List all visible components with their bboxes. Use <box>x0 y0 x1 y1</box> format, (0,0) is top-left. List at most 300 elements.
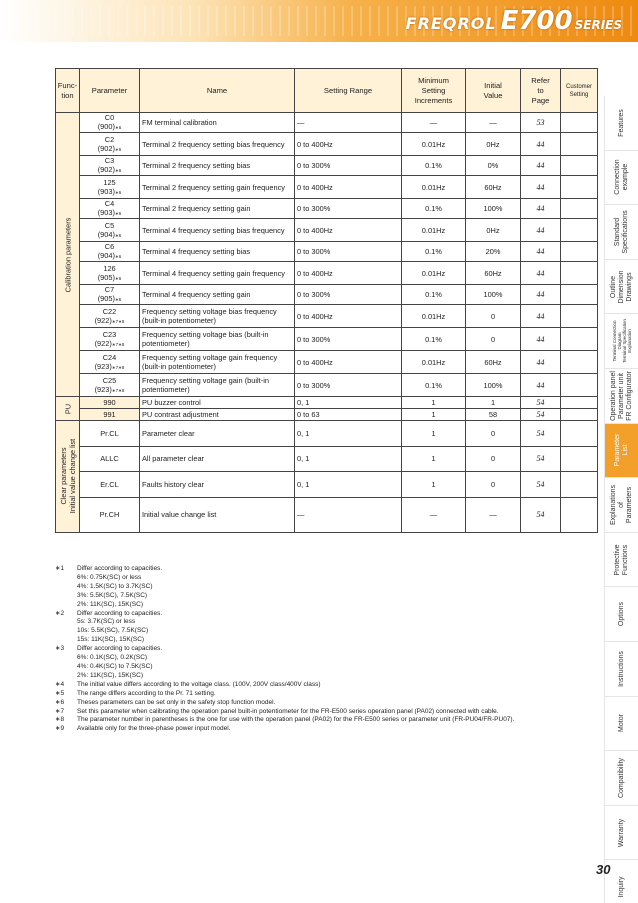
table-row <box>56 351 598 374</box>
col-header-setting-range: Setting Range <box>295 69 402 113</box>
footnote-line: 2%: 11K(SC), 15K(SC) <box>77 671 143 679</box>
initial-value: 100% <box>466 374 521 397</box>
min-increment: 0.01Hz <box>402 176 466 199</box>
setting-range: 0 to 300% <box>295 374 402 397</box>
param-name: All parameter clear <box>140 446 295 472</box>
param-code: (903) <box>97 186 115 196</box>
param-name: Frequency setting voltage bias (built-in potentiometer) <box>140 328 295 351</box>
sidebar-tab-label: Connection example <box>613 159 629 196</box>
group-label: PU <box>63 403 72 414</box>
min-increment: 0.1% <box>402 328 466 351</box>
param-name: Faults history clear <box>140 472 295 498</box>
initial-value: 100% <box>466 285 521 305</box>
table-row <box>56 421 598 447</box>
param-number <box>80 305 140 328</box>
param-note-mark: ∗6 <box>114 211 122 216</box>
param-id: 126 <box>103 263 116 273</box>
table-body <box>56 113 598 533</box>
sidebar-tab[interactable] <box>604 205 638 260</box>
param-id: C6 <box>104 242 115 251</box>
initial-value: 0Hz <box>466 219 521 242</box>
min-increment: 1 <box>402 446 466 472</box>
param-id: C0 <box>104 113 115 122</box>
param-id: 991 <box>103 410 116 419</box>
refer-page: 44 <box>521 328 561 351</box>
footnote-body <box>77 645 162 681</box>
param-number <box>80 285 140 305</box>
setting-range: 0 to 300% <box>295 199 402 219</box>
param-note-mark: ∗7∗8 <box>111 318 125 324</box>
param-id: ALLC <box>100 454 119 464</box>
footnote-body <box>77 565 162 610</box>
footnote-mark: ∗5 <box>55 689 65 697</box>
param-name: Frequency setting voltage bias frequency (built-in potentiometer) <box>140 305 295 328</box>
param-note-mark: ∗6 <box>114 189 122 195</box>
table-header-row <box>56 69 598 113</box>
footnote-body <box>77 716 514 725</box>
table-row <box>56 409 598 421</box>
sidebar-tab-label: Operation panel Parameter unit FR Configurator <box>609 370 633 421</box>
setting-range: 0 to 300% <box>295 285 402 305</box>
customer-setting[interactable] <box>561 133 598 156</box>
initial-value: — <box>466 497 521 532</box>
table-row <box>56 374 598 397</box>
sidebar-tab-label: Standard Specifications <box>613 210 629 254</box>
footnote-line: 4%: 1.5K(SC) to 3.7K(SC) <box>77 582 153 590</box>
setting-range: 0 to 300% <box>295 156 402 176</box>
param-name: Terminal 2 frequency setting bias <box>140 156 295 176</box>
min-increment: 0.01Hz <box>402 305 466 328</box>
footnote-body <box>77 699 275 708</box>
footnote-line: 10s: 5.5K(SC), 7.5K(SC) <box>77 627 149 635</box>
param-number <box>80 176 140 199</box>
param-id: Pr.CL <box>100 428 119 438</box>
setting-range: 0 to 400Hz <box>295 176 402 199</box>
footnote-mark: ∗1 <box>55 565 65 572</box>
initial-value: 0 <box>466 446 521 472</box>
param-number <box>80 409 140 421</box>
param-name: Terminal 2 frequency setting gain frequency <box>140 176 295 199</box>
param-id: C24 <box>102 352 117 362</box>
customer-setting[interactable] <box>561 262 598 285</box>
table-row <box>56 262 598 285</box>
sidebar-tab[interactable] <box>604 314 638 369</box>
footnote <box>55 690 597 699</box>
param-name: Terminal 2 frequency setting gain <box>140 199 295 219</box>
initial-value: 60Hz <box>466 262 521 285</box>
customer-setting[interactable] <box>561 156 598 176</box>
group-calibration-parameters <box>56 113 80 397</box>
setting-range: 0 to 400Hz <box>295 305 402 328</box>
refer-page: 44 <box>521 351 561 374</box>
sidebar-tab[interactable] <box>604 806 638 861</box>
initial-value: 0% <box>466 156 521 176</box>
product-logo <box>406 6 622 36</box>
footnote <box>55 681 597 690</box>
param-code-line <box>80 144 139 154</box>
param-number <box>80 219 140 242</box>
param-name: Frequency setting voltage gain frequency (built-in potentiometer) <box>140 351 295 374</box>
setting-range: 0 to 400Hz <box>295 133 402 156</box>
customer-setting[interactable] <box>561 242 598 262</box>
sidebar-tab-label: Compatibility <box>617 757 625 798</box>
refer-page: 54 <box>521 472 561 498</box>
customer-setting[interactable] <box>561 409 598 421</box>
min-increment: 1 <box>402 397 466 409</box>
group-label-initial-change: Initial value change list <box>67 439 77 514</box>
footnote-mark: ∗9 <box>55 725 65 733</box>
param-name: Terminal 4 frequency setting bias frequency <box>140 219 295 242</box>
customer-setting[interactable] <box>561 113 598 133</box>
customer-setting[interactable] <box>561 446 598 472</box>
setting-range: 0, 1 <box>295 446 402 472</box>
footnote-line: The initial value differs according to the voltage class. (100V, 200V class/400V class) <box>77 680 321 688</box>
parameter-table <box>55 68 598 533</box>
footnote-line: 6%: 0.75K(SC) or less <box>77 573 142 581</box>
footnote <box>55 716 597 725</box>
page-number: 30 <box>596 862 611 877</box>
table-row <box>56 156 598 176</box>
group-label-clear: Clear parameters <box>58 447 68 505</box>
refer-page: 44 <box>521 285 561 305</box>
param-note-mark: ∗7∗8 <box>111 341 125 347</box>
param-code: (902) <box>97 143 115 153</box>
param-id: Er.CL <box>100 479 119 489</box>
param-id: C22 <box>102 306 117 316</box>
footnote-body <box>77 708 499 717</box>
footnote-line: Differ according to capacities. <box>77 645 163 653</box>
table-row <box>56 176 598 199</box>
footnote <box>55 565 597 610</box>
param-name: Parameter clear <box>140 421 295 447</box>
table-row <box>56 133 598 156</box>
initial-value: 1 <box>466 397 521 409</box>
footnote <box>55 708 597 717</box>
param-number <box>80 446 140 472</box>
sidebar-tab-label: Instructions <box>617 650 625 687</box>
refer-page: 44 <box>521 176 561 199</box>
refer-page: 44 <box>521 374 561 397</box>
footnote-mark: ∗8 <box>55 716 65 724</box>
footnote-line: 3%: 5.5K(SC), 7.5K(SC) <box>77 591 148 599</box>
param-code-line <box>80 187 139 197</box>
initial-value: 0 <box>466 472 521 498</box>
param-code: (922) <box>94 338 112 348</box>
initial-value: 60Hz <box>466 351 521 374</box>
param-name: Terminal 4 frequency setting gain <box>140 285 295 305</box>
sidebar-tab[interactable] <box>604 642 638 697</box>
param-number <box>80 497 140 532</box>
param-number <box>80 262 140 285</box>
param-note-mark: ∗7∗8 <box>111 364 125 370</box>
param-number <box>80 397 140 409</box>
sidebar-tab-label: Parameter List <box>613 434 629 467</box>
param-note-mark: ∗6 <box>114 254 122 259</box>
param-id: C7 <box>104 285 115 294</box>
sidebar-tab[interactable] <box>604 533 638 588</box>
setting-range: 0 to 63 <box>295 409 402 421</box>
param-id: C23 <box>102 329 117 339</box>
param-id: C5 <box>104 220 115 230</box>
param-code-line <box>80 122 139 132</box>
min-increment: 0.1% <box>402 156 466 176</box>
sidebar-tab[interactable] <box>604 478 638 533</box>
param-name: Frequency setting voltage gain (built-in potentiometer) <box>140 374 295 397</box>
param-note-mark: ∗7∗8 <box>111 387 125 393</box>
setting-range: 0 to 300% <box>295 328 402 351</box>
refer-page: 54 <box>521 497 561 532</box>
footnote <box>55 645 597 681</box>
param-name: FM terminal calibration <box>140 113 295 133</box>
logo-series: SERIES <box>574 18 622 32</box>
initial-value: 0 <box>466 328 521 351</box>
refer-page: 53 <box>521 113 561 133</box>
param-number <box>80 374 140 397</box>
footnote-line: Differ according to capacities. <box>77 565 163 572</box>
customer-setting[interactable] <box>561 374 598 397</box>
param-id: C25 <box>102 375 117 385</box>
col-header-initial-value: Initial Value <box>466 69 521 113</box>
min-increment: 0.01Hz <box>402 351 466 374</box>
initial-value: 20% <box>466 242 521 262</box>
param-name: Initial value change list <box>140 497 295 532</box>
min-increment: 0.01Hz <box>402 133 466 156</box>
table-row <box>56 497 598 532</box>
param-number <box>80 472 140 498</box>
param-code-line <box>80 294 139 304</box>
setting-range: 0, 1 <box>295 397 402 409</box>
sidebar-tab-label: Motor <box>617 714 625 733</box>
footnote <box>55 699 597 708</box>
param-code: (900) <box>97 122 115 131</box>
refer-page: 44 <box>521 199 561 219</box>
footnote-body <box>77 610 162 646</box>
customer-setting[interactable] <box>561 472 598 498</box>
footnote-line: Available only for the three-phase power input model. <box>77 725 231 733</box>
table-row <box>56 199 598 219</box>
footnote-line: Theses parameters can be set only in the safety stop function model. <box>77 698 276 706</box>
sidebar-tab[interactable] <box>604 369 638 424</box>
sidebar-tab-label: Inquiry <box>617 876 625 898</box>
customer-setting[interactable] <box>561 176 598 199</box>
sidebar-tab-label: Protective Functions <box>613 543 629 576</box>
param-number <box>80 133 140 156</box>
min-increment: 1 <box>402 472 466 498</box>
param-note-mark: ∗6 <box>114 168 122 173</box>
group-pu <box>56 397 80 421</box>
footnote-mark: ∗4 <box>55 680 65 688</box>
initial-value: — <box>466 113 521 133</box>
footnote-mark: ∗6 <box>55 698 65 706</box>
sidebar-tab[interactable] <box>604 751 638 806</box>
param-code: (922) <box>94 315 112 325</box>
refer-page: 44 <box>521 156 561 176</box>
initial-value: 60Hz <box>466 176 521 199</box>
table-row <box>56 219 598 242</box>
param-name: Terminal 2 frequency setting bias frequency <box>140 133 295 156</box>
customer-setting[interactable] <box>561 285 598 305</box>
sidebar-tab[interactable] <box>604 151 638 206</box>
param-number <box>80 351 140 374</box>
param-code-line <box>80 362 139 372</box>
initial-value: 0 <box>466 305 521 328</box>
sidebar-tab-label: Features <box>617 108 625 137</box>
param-code: (904) <box>97 251 115 260</box>
param-code-line <box>80 208 139 218</box>
refer-page: 44 <box>521 242 561 262</box>
logo-brand: FREQROL <box>405 14 497 33</box>
sidebar-tab[interactable] <box>604 697 638 752</box>
sidebar-tab[interactable] <box>604 587 638 642</box>
param-number <box>80 328 140 351</box>
setting-range: 0, 1 <box>295 421 402 447</box>
table-row <box>56 305 598 328</box>
param-code-line <box>80 385 139 395</box>
param-code-line <box>80 251 139 261</box>
min-increment: 1 <box>402 409 466 421</box>
refer-page: 44 <box>521 219 561 242</box>
footnote-body <box>77 725 230 734</box>
param-code: (923) <box>94 361 112 371</box>
group-label <box>59 439 77 513</box>
col-header-function: Func- tion <box>56 69 80 113</box>
sidebar-tab-label: Outline Dimension Drawings <box>609 270 633 304</box>
footnote-mark: ∗2 <box>55 609 65 617</box>
logo-model: E700 <box>500 6 573 36</box>
param-id: C3 <box>104 156 115 165</box>
sidebar-tab[interactable] <box>604 260 638 315</box>
param-code: (905) <box>97 294 115 303</box>
param-code: (902) <box>97 165 115 174</box>
header-band <box>0 0 638 42</box>
param-id: 125 <box>103 177 116 187</box>
refer-page: 54 <box>521 409 561 421</box>
min-increment: 0.1% <box>402 242 466 262</box>
param-name: Terminal 4 frequency setting gain frequency <box>140 262 295 285</box>
refer-page: 44 <box>521 262 561 285</box>
col-header-name: Name <box>140 69 295 113</box>
table-row <box>56 242 598 262</box>
refer-page: 54 <box>521 397 561 409</box>
table-row <box>56 397 598 409</box>
footnote-line: 15s: 11K(SC), 15K(SC) <box>77 636 145 644</box>
refer-page: 54 <box>521 421 561 447</box>
param-code: (905) <box>97 272 115 282</box>
customer-setting[interactable] <box>561 199 598 219</box>
param-code-line <box>80 339 139 349</box>
footnote-line: The range differs according to the Pr. 71 setting. <box>77 689 216 697</box>
sidebar-tabs <box>604 96 638 903</box>
refer-page: 44 <box>521 133 561 156</box>
sidebar-tab[interactable] <box>604 424 638 479</box>
col-header-refer-page: Refer to Page <box>521 69 561 113</box>
param-number <box>80 421 140 447</box>
setting-range: 0 to 400Hz <box>295 351 402 374</box>
table-row <box>56 446 598 472</box>
initial-value: 58 <box>466 409 521 421</box>
param-code-line <box>80 230 139 240</box>
col-header-parameter: Parameter <box>80 69 140 113</box>
customer-setting[interactable] <box>561 219 598 242</box>
customer-setting[interactable] <box>561 397 598 409</box>
footnote-line: 6%: 0.1K(SC), 0.2K(SC) <box>77 654 148 662</box>
param-name: PU buzzer control <box>140 397 295 409</box>
param-note-mark: ∗6 <box>114 125 122 130</box>
min-increment: 1 <box>402 421 466 447</box>
table-row <box>56 328 598 351</box>
sidebar-tab-label: Warranty <box>617 818 625 847</box>
setting-range: 0 to 400Hz <box>295 262 402 285</box>
min-increment: 0.01Hz <box>402 262 466 285</box>
table-row <box>56 285 598 305</box>
customer-setting[interactable] <box>561 497 598 532</box>
initial-value: 100% <box>466 199 521 219</box>
param-number <box>80 113 140 133</box>
sidebar-tab[interactable] <box>604 96 638 151</box>
min-increment: — <box>402 497 466 532</box>
sidebar-tab-label: Terminal Connection Diagram Terminal Specification Explanation <box>611 319 632 364</box>
group-label: Calibration parameters <box>63 217 72 292</box>
sidebar-tab-label: Explanations of Parameters <box>609 484 633 525</box>
setting-range: 0, 1 <box>295 472 402 498</box>
col-header-min-increments: Minimum Setting Increments <box>402 69 466 113</box>
footnote-mark: ∗7 <box>55 707 65 715</box>
footnote-line: Differ according to capacities. <box>77 609 163 617</box>
footnote-line: 2%: 11K(SC), 15K(SC) <box>77 600 143 608</box>
param-code-line <box>80 316 139 326</box>
footnotes <box>55 565 597 734</box>
footnote <box>55 610 597 646</box>
customer-setting[interactable] <box>561 421 598 447</box>
param-code: (903) <box>97 208 115 217</box>
param-id: C4 <box>104 199 115 208</box>
refer-page: 44 <box>521 305 561 328</box>
sidebar-tab-label: Options <box>617 602 625 627</box>
param-note-mark: ∗6 <box>114 232 122 238</box>
param-id: Pr.CH <box>99 510 120 519</box>
param-number <box>80 242 140 262</box>
customer-setting[interactable] <box>561 305 598 328</box>
param-number <box>80 199 140 219</box>
param-note-mark: ∗6 <box>114 275 122 281</box>
table-row <box>56 472 598 498</box>
param-code-line <box>80 165 139 175</box>
min-increment: 0.1% <box>402 374 466 397</box>
setting-range: 0 to 400Hz <box>295 219 402 242</box>
footnote-line: 4%: 0.4K(SC) to 7.5K(SC) <box>77 662 153 670</box>
footnote <box>55 725 597 734</box>
customer-setting[interactable] <box>561 351 598 374</box>
setting-range: — <box>295 497 402 532</box>
footnote-line: Set this parameter when calibrating the operation panel built-in potentiometer for the FR-E500 series operation panel (PA02) connected with cable. <box>77 707 499 715</box>
param-number <box>80 156 140 176</box>
min-increment: — <box>402 113 466 133</box>
customer-setting[interactable] <box>561 328 598 351</box>
footnote-body <box>77 681 321 690</box>
initial-value: 0 <box>466 421 521 447</box>
param-note-mark: ∗6 <box>114 297 122 302</box>
footnote-body <box>77 690 216 699</box>
param-note-mark: ∗6 <box>114 146 122 152</box>
param-id: C2 <box>104 134 115 144</box>
refer-page: 54 <box>521 446 561 472</box>
setting-range: 0 to 300% <box>295 242 402 262</box>
param-name: Terminal 4 frequency setting bias <box>140 242 295 262</box>
footnote-line: 5s: 3.7K(SC) or less <box>77 618 136 626</box>
initial-value: 0Hz <box>466 133 521 156</box>
param-code-line <box>80 273 139 283</box>
footnote-mark: ∗3 <box>55 645 65 653</box>
